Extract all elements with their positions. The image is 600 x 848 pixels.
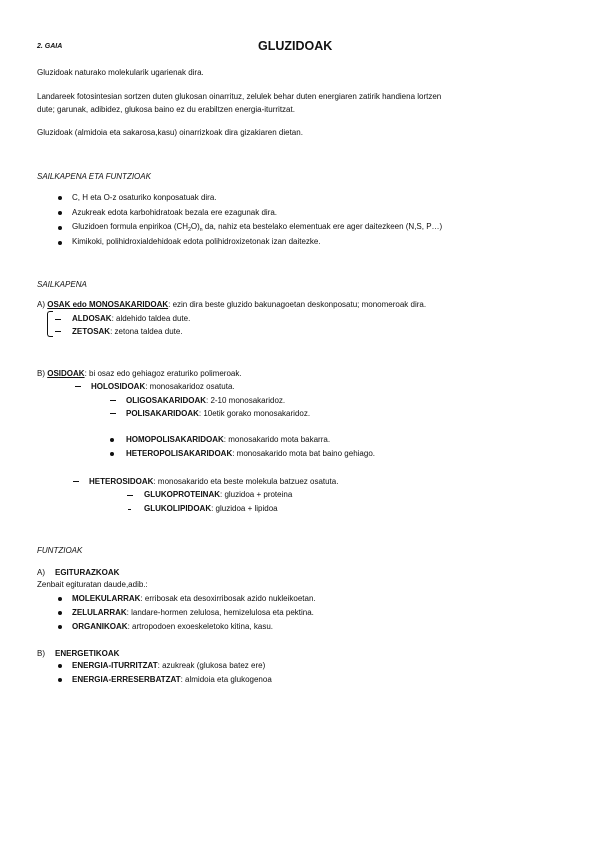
intro-paragraph-2-line-2: dute; garunak, adibidez, glukosa baino ez du erabiltzen energia-iturritzat. bbox=[37, 105, 295, 114]
list-item: ENERGIA-ITURRITZAT: azukreak (glukosa batez ere) bbox=[72, 661, 266, 670]
intro-paragraph-1: Gluzidoak naturako molekularik ugarienak dira. bbox=[37, 68, 204, 77]
list-item: Kimikoki, polihidroxialdehidoak edota polihidroxizetonak izan daitezke. bbox=[72, 237, 321, 246]
dash-marker bbox=[73, 481, 79, 482]
aldosak-item: ALDOSAK: aldehido taldea dute. bbox=[72, 314, 191, 323]
glukoproteinak-item: GLUKOPROTEINAK: gluzidoa + proteina bbox=[144, 490, 293, 499]
section-heading-sailkapena: SAILKAPENA bbox=[37, 280, 87, 289]
heterosidoak-item: HETEROSIDOAK: monosakarido eta beste molekula batzuez osatuta. bbox=[89, 477, 339, 486]
list-item: Azukreak edota karbohidratoak bezala ere ezagunak dira. bbox=[72, 208, 278, 217]
class-b-line: B) OSIDOAK: bi osaz edo gehiagoz eraturiko polimeroak. bbox=[37, 369, 242, 378]
list-item: MOLEKULARRAK: erribosak eta desoxirribosak azido nukleikoetan. bbox=[72, 594, 316, 603]
list-item: ZELULARRAK: landare-hormen zelulosa, hemizelulosa eta pektina. bbox=[72, 608, 314, 617]
page-title: GLUZIDOAK bbox=[258, 39, 333, 53]
homopolisakaridoak-item: HOMOPOLISAKARIDOAK: monosakarido mota bakarra. bbox=[126, 435, 331, 444]
dash-marker bbox=[110, 413, 116, 414]
class-a-line: A) OSAK edo MONOSAKARIDOAK: ezin dira beste gluzido bakunagoetan deskonposatu; monomeroak dira. bbox=[37, 300, 427, 309]
bullet-dot bbox=[58, 678, 62, 682]
intro-paragraph-2-line-1: Landareek fotosintesian sortzen duten glukosan oinarrituz, zelulek behar duten energiaren zatirik handiena lortzen bbox=[37, 92, 442, 101]
bullet-dot bbox=[58, 597, 62, 601]
bullet-dot bbox=[58, 241, 62, 245]
funtzio-b-prefix: B) bbox=[37, 649, 45, 658]
energetikoak-title: ENERGETIKOAK bbox=[55, 649, 120, 658]
formula-item: Gluzidoen formula enpirikoa $(CH_2O)_n$ da, nahiz eta bestelako elementuak ere ager daitezkeen (N,S, P…) bbox=[72, 222, 443, 233]
dash-marker bbox=[55, 331, 61, 332]
dash-marker bbox=[55, 319, 61, 320]
section-heading-funtzioak: FUNTZIOAK bbox=[37, 546, 83, 555]
list-item: C, H eta O-z osaturiko konposatuak dira. bbox=[72, 193, 217, 202]
bullet-dot bbox=[58, 625, 62, 629]
list-item: ENERGIA-ERRESERBATZAT: almidoia eta glukogenoa bbox=[72, 675, 272, 684]
bullet-dot bbox=[58, 226, 62, 230]
holosidoak-item: HOLOSIDOAK: monosakaridoz osatuta. bbox=[91, 382, 235, 391]
intro-paragraph-3: Gluzidoak (almidoia eta sakarosa,kasu) oinarrizkoak dira gizakiaren dietan. bbox=[37, 128, 303, 137]
list-item: ORGANIKOAK: artropodoen exoeskeletoko kitina, kasu. bbox=[72, 622, 273, 631]
bullet-dot bbox=[58, 196, 62, 200]
dash-marker bbox=[128, 509, 131, 510]
glukolipidoak-item: GLUKOLIPIDOAK: gluzidoa + lipidoa bbox=[144, 504, 278, 513]
dash-marker bbox=[127, 495, 133, 496]
bullet-dot bbox=[110, 452, 114, 456]
zetosak-item: ZETOSAK: zetona taldea dute. bbox=[72, 327, 183, 336]
heteropolisakaridoak-item: HETEROPOLISAKARIDOAK: monosakarido mota bat baino gehiago. bbox=[126, 449, 375, 458]
funtzio-a-prefix: A) bbox=[37, 568, 45, 577]
egiturazkoak-intro: Zenbait egituratan daude,adib.: bbox=[37, 580, 148, 589]
bullet-dot bbox=[110, 438, 114, 442]
bullet-dot bbox=[58, 211, 62, 215]
brace-bracket bbox=[47, 311, 53, 337]
egiturazkoak-title: EGITURAZKOAK bbox=[55, 568, 120, 577]
bullet-dot bbox=[58, 611, 62, 615]
chapter-label: 2. GAIA bbox=[37, 43, 63, 50]
oligosakaridoak-item: OLIGOSAKARIDOAK: 2-10 monosakaridoz. bbox=[126, 396, 286, 405]
dash-marker bbox=[75, 386, 81, 387]
polisakaridoak-item: POLISAKARIDOAK: 10etik gorako monosakaridoz. bbox=[126, 409, 311, 418]
section-heading-sailkapena-eta-funtzioak: SAILKAPENA ETA FUNTZIOAK bbox=[37, 172, 151, 181]
dash-marker bbox=[110, 400, 116, 401]
bullet-dot bbox=[58, 664, 62, 668]
